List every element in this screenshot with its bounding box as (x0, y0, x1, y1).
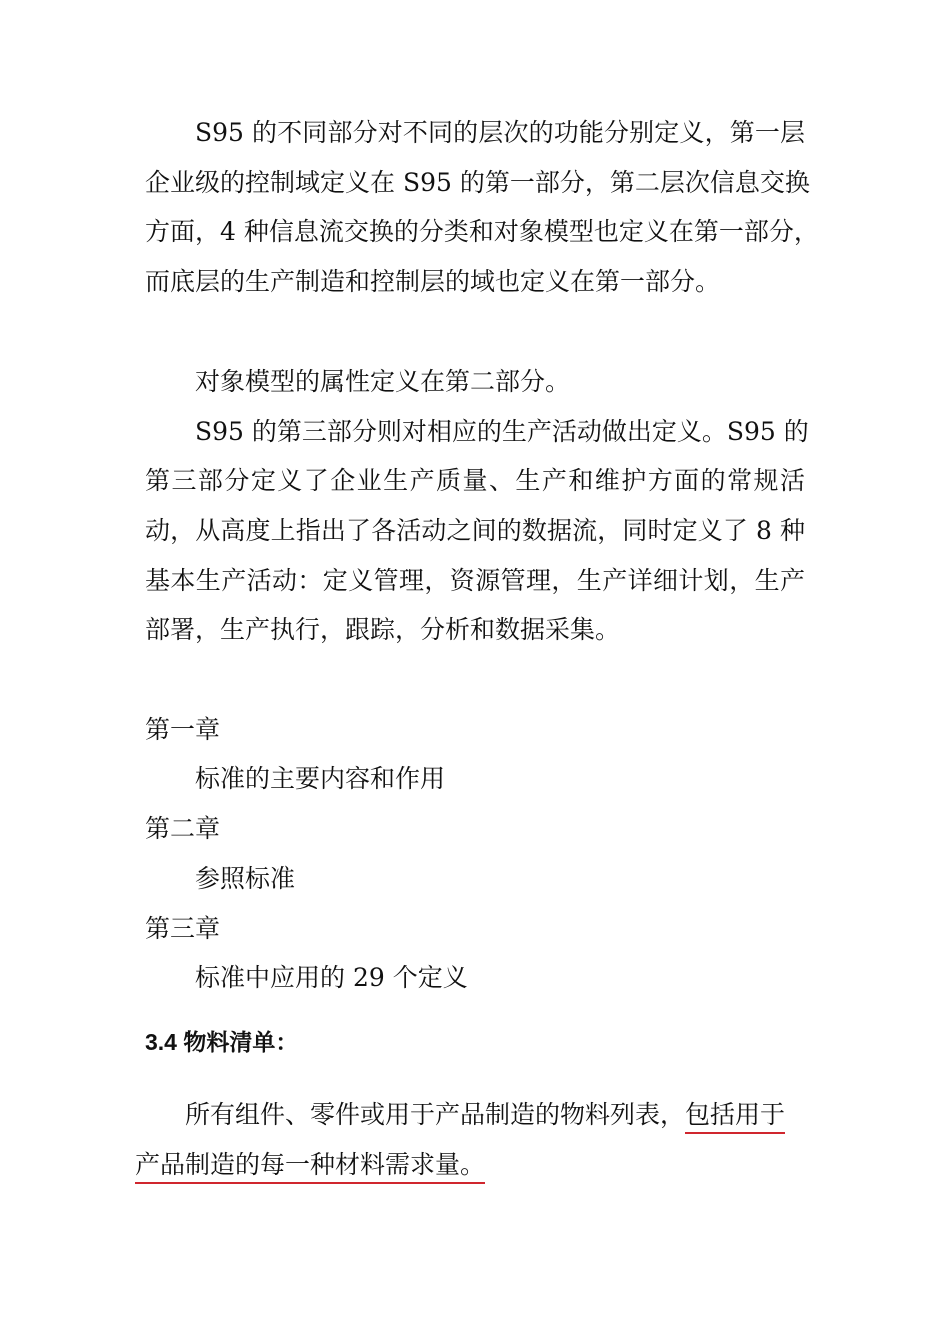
intro-line-4: 而底层的生产制造和控制层的域也定义在第一部分。 (145, 267, 721, 296)
intro-line-3: 方面，4 种信息流交换的分类和对象模型也定义在第一部分， (145, 217, 819, 246)
part3-line-4: 基本生产活动：定义管理，资源管理，生产详细计划，生产 (145, 566, 805, 595)
bom-underlined-text-1: 包括用于 (685, 1100, 785, 1134)
intro-line-2: 企业级的控制域定义在 S95 的第一部分，第二层次信息交换 (145, 168, 810, 197)
chapter-3-title: 第三章 (145, 914, 221, 943)
bom-plain-text: 所有组件、零件或用于产品制造的物料列表， (185, 1100, 686, 1129)
bom-paragraph-line-1 (185, 1097, 785, 1133)
part3-line-1: S95 的第三部分则对相应的生产活动做出定义。S95 的 (195, 417, 809, 446)
chapter-3-desc: 标准中应用的 29 个定义 (195, 963, 468, 992)
intro-line-1: S95 的不同部分对不同的层次的功能分别定义，第一层 (195, 118, 805, 147)
section-heading: 3.4 物料清单： (145, 1029, 299, 1055)
part3-line-3: 动，从高度上指出了各活动之间的数据流，同时定义了 8 种 (145, 516, 805, 545)
bom-underlined-text-2: 产品制造的每一种材料需求量。 (135, 1150, 485, 1184)
part3-line-5: 部署，生产执行，跟踪，分析和数据采集。 (145, 615, 621, 644)
chapter-2-desc: 参照标准 (195, 864, 296, 893)
bom-paragraph-line-2 (135, 1147, 485, 1183)
chapter-1-title: 第一章 (145, 715, 221, 744)
attribute-definition-line: 对象模型的属性定义在第二部分。 (195, 367, 571, 396)
chapter-1-desc: 标准的主要内容和作用 (195, 764, 446, 793)
chapter-2-title: 第二章 (145, 814, 221, 843)
part3-line-2: 第三部分定义了企业生产质量、生产和维护方面的常规活 (145, 466, 805, 495)
